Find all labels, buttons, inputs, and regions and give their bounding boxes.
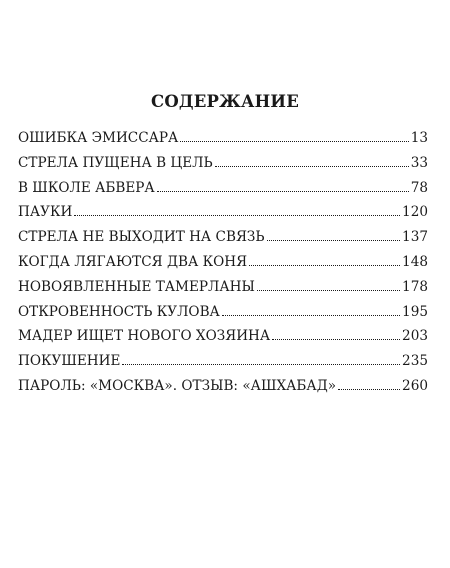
dot-leader [249,265,400,266]
toc-entry-title: ПАРОЛЬ: «МОСКВА». ОТЗЫВ: «АШХАБАД» [18,377,337,394]
dot-leader [272,339,400,340]
toc-entry-page: 120 [402,204,428,221]
toc-entry-title: НОВОЯВЛЕННЫЕ ТАМЕРЛАНЫ [18,278,255,295]
toc-entry-title: СТРЕЛА ПУЩЕНА В ЦЕЛЬ [18,154,213,171]
toc-entry-page: 203 [402,328,428,345]
toc-entry-page: 13 [410,130,428,146]
contents-title: СОДЕРЖАНИЕ [150,92,299,111]
toc-entry[interactable] [18,176,428,201]
toc-entry-page: 78 [410,179,428,196]
dot-leader [222,315,400,316]
toc-entry[interactable] [18,225,428,250]
toc-entry-page: 33 [410,154,428,171]
toc-entry-title: СТРЕЛА НЕ ВЫХОДИТ НА СВЯЗЬ [18,229,265,246]
dot-leader [122,364,400,365]
toc-entry-title: КОГДА ЛЯГАЮТСЯ ДВА КОНЯ [18,253,248,270]
toc-entry[interactable] [18,300,428,325]
toc-entry-title: МАДЕР ИЩЕТ НОВОГО ХОЗЯИНА [18,328,271,345]
dot-leader [338,389,400,390]
toc-entry[interactable] [18,374,428,399]
toc-entry-title: ПОКУШЕНИЕ [18,353,121,370]
dot-leader [157,191,409,192]
toc-entry-page: 235 [402,353,428,370]
dot-leader [180,141,408,142]
toc-entry-page: 195 [402,303,428,320]
toc-entry-page: 148 [402,253,428,270]
dot-leader [215,166,409,167]
toc-entry[interactable] [18,126,428,151]
toc-entry[interactable] [18,151,428,176]
toc-entry-title: В ШКОЛЕ АБВЕРА [18,179,155,196]
toc-entry-title: ОШИБКА ЭМИССАРА [18,130,179,146]
toc-entry[interactable] [18,250,428,275]
toc-entry-page: 178 [402,278,428,295]
toc-entry-page: 260 [402,377,428,394]
dot-leader [74,215,400,216]
toc-entry-title: ОТКРОВЕННОСТЬ КУЛОВА [18,303,220,320]
toc-entry-page: 137 [402,229,428,246]
toc-entry[interactable] [18,324,428,349]
toc-entry[interactable] [18,200,428,225]
table-of-contents [18,126,428,399]
toc-entry[interactable] [18,275,428,300]
dot-leader [257,290,400,291]
dot-leader [267,240,401,241]
toc-entry[interactable] [18,349,428,374]
toc-entry-title: ПАУКИ [18,204,73,221]
